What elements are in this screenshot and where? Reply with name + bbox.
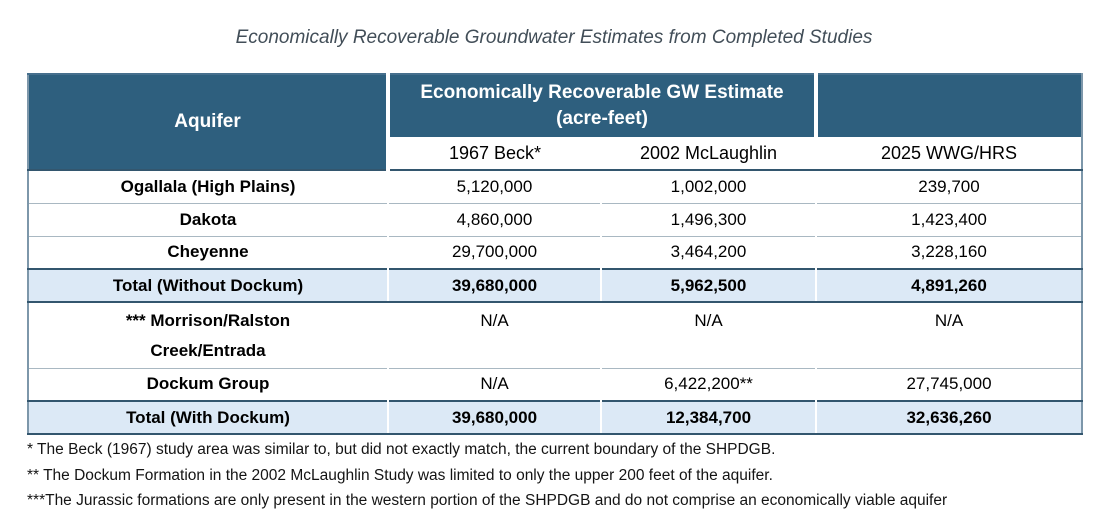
column-header-gw-estimate	[388, 74, 816, 137]
table-row-total-with-dockum	[28, 401, 1082, 434]
value-cell: 27,745,000	[816, 368, 1082, 401]
value-cell: N/A	[816, 302, 1082, 368]
value-cell: 4,891,260	[816, 269, 1082, 302]
value-cell: 39,680,000	[388, 269, 601, 302]
value-cell: 1,496,300	[601, 203, 816, 236]
footnote-beck: * The Beck (1967) study area was similar to, but did not exactly match, the current boundary of the SHPDGB.	[27, 441, 776, 458]
value-cell: 6,422,200**	[601, 368, 816, 401]
aquifer-name-cell: Cheyenne	[28, 236, 388, 269]
table-row-dockum-group	[28, 368, 1082, 401]
value-cell: 3,228,160	[816, 236, 1082, 269]
aquifer-name-cell: Ogallala (High Plains)	[28, 170, 388, 203]
value-cell: 5,962,500	[601, 269, 816, 302]
aquifer-name-cell: Total (Without Dockum)	[28, 269, 388, 302]
value-cell: 32,636,260	[816, 401, 1082, 434]
aquifer-name-cell: Total (With Dockum)	[28, 401, 388, 434]
value-cell: N/A	[601, 302, 816, 368]
groundwater-estimates-table	[27, 73, 1083, 435]
table-row-morrison-ralston-creek-entrada	[28, 302, 1082, 368]
value-cell: 1,002,000	[601, 170, 816, 203]
value-cell: 4,860,000	[388, 203, 601, 236]
header-row	[28, 74, 1082, 137]
footnote-jurassic: ***The Jurassic formations are only present in the western portion of the SHPDGB and do not comprise an economically viable aquifer	[27, 492, 948, 509]
column-header-aquifer: Aquifer	[28, 74, 388, 170]
table-row-total-without-dockum	[28, 269, 1082, 302]
gw-estimate-header-line1: Economically Recoverable GW Estimate	[420, 82, 784, 103]
table-row-cheyenne	[28, 236, 1082, 269]
subheader-2002-mclaughlin: 2002 McLaughlin	[601, 137, 816, 170]
subheader-1967-beck: 1967 Beck*	[388, 137, 601, 170]
value-cell: N/A	[388, 302, 601, 368]
value-cell: 29,700,000	[388, 236, 601, 269]
table-row-dakota	[28, 203, 1082, 236]
value-cell: 39,680,000	[388, 401, 601, 434]
value-cell: 12,384,700	[601, 401, 816, 434]
subheader-2025-wwg-hrs: 2025 WWG/HRS	[816, 137, 1082, 170]
footnote-dockum: ** The Dockum Formation in the 2002 McLaughlin Study was limited to only the upper 200 feet of the aquifer.	[27, 466, 773, 484]
aquifer-name-cell: Dakota	[28, 203, 388, 236]
empty-header-cell	[816, 74, 1082, 137]
table-row-ogallala	[28, 170, 1082, 203]
value-cell: 1,423,400	[816, 203, 1082, 236]
value-cell: 5,120,000	[388, 170, 601, 203]
gw-estimate-header-line2: (acre-feet)	[556, 108, 648, 129]
value-cell: 239,700	[816, 170, 1082, 203]
page-title: Economically Recoverable Groundwater Estimates from Completed Studies	[235, 27, 873, 48]
value-cell: 3,464,200	[601, 236, 816, 269]
aquifer-name-cell: Dockum Group	[28, 368, 388, 401]
value-cell: N/A	[388, 368, 601, 401]
aquifer-name-cell: *** Morrison/Ralston Creek/Entrada	[28, 302, 388, 368]
footnotes	[27, 437, 1097, 514]
